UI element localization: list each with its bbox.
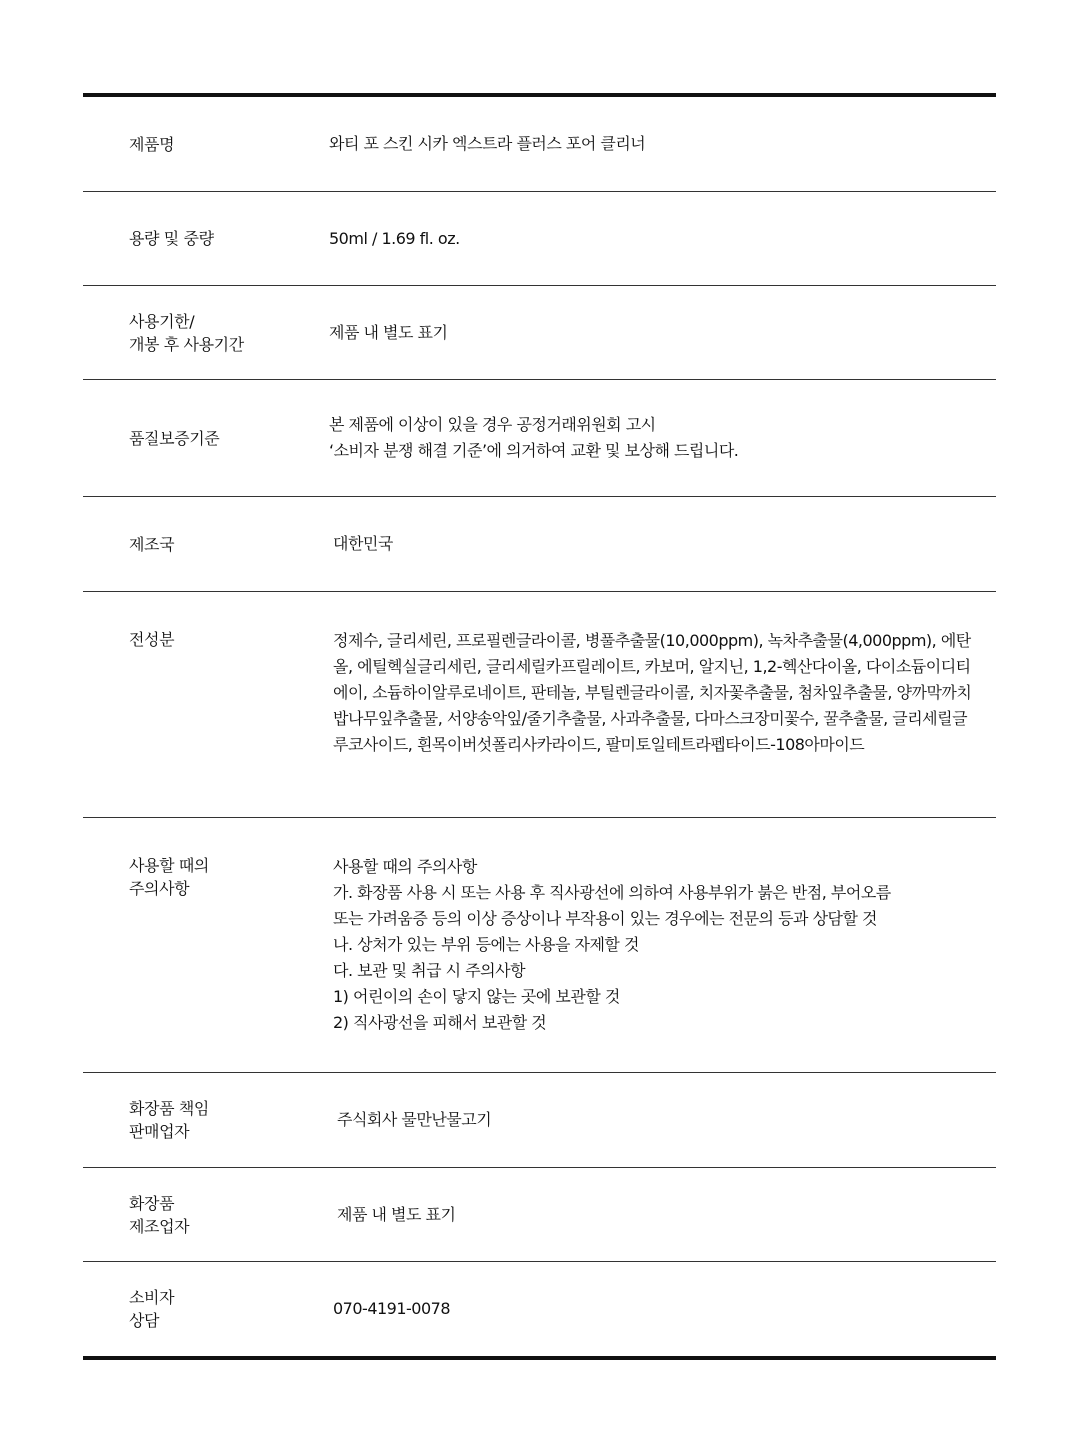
row-value-precautions: 사용할 때의 주의사항 가. 화장품 사용 시 또는 사용 후 직사광선에 의하여 사용부위가 붉은 반점, 부어오름 또는 가려움증 등의 이상 증상이나 부작용이 있는 경우에는 전문의 등과 상담할 것 나. 상처가 있는 부위 등에는 사용을 자제할 것 다. 보관 및 취급 시 주의사항 1) 어린이의 손이 닿지 않는 곳에 보관할 것 2) 직사광선을 피해서 보관할 것 xyxy=(333,857,891,1032)
row-value-responsible-seller: 주식회사 물만난물고기 xyxy=(337,1110,492,1129)
table-row xyxy=(83,818,996,1073)
row-label-precautions: 사용할 때의 주의사항 xyxy=(129,856,209,898)
row-value-country: 대한민국 xyxy=(333,534,393,553)
table-row xyxy=(83,592,996,818)
table-row xyxy=(83,380,996,497)
table-row xyxy=(83,97,996,192)
row-label-product-name: 제품명 xyxy=(129,134,175,154)
row-label-expiry: 사용기한/ 개봉 후 사용기간 xyxy=(129,311,244,354)
row-label-quality-guarantee: 품질보증기준 xyxy=(129,428,220,448)
row-label-consumer-contact: 소비자 상담 xyxy=(129,1288,175,1330)
row-value-consumer-contact: 070-4191-0078 xyxy=(333,1299,451,1318)
row-value-quality-guarantee: 본 제품에 이상이 있을 경우 공정거래위원회 고시 ‘소비자 분쟁 해결 기준’에 의거하여 교환 및 보상해 드립니다. xyxy=(329,415,739,460)
row-value-expiry: 제품 내 별도 표기 xyxy=(329,322,448,342)
product-info-table xyxy=(83,93,996,1360)
row-value-ingredients: 정제수, 글리세린, 프로필렌글라이콜, 병풀추출물(10,000ppm), 녹차추출물(4,000ppm), 에탄올, 에틸헥실글리세린, 글리세릴카프릴레이트, 카보머, 알지닌, 1,2-헥산다이올, 다이소듐이디티에이, 소듐하이알루로네이트, 판테놀, 부틸렌글라이콜, 치자꽃추출물, 첨차잎추출물, 양까막까치밥나무잎추출물, 서양송악잎/줄기추출물, 사과추출물, 다마스크장미꽃수, 꿀추출물, 글리세릴글루코사이드, 흰목이버섯폴리사카라이드, 팔미토일테트라펩타이드-108아마이드 xyxy=(333,631,972,754)
table-row xyxy=(83,286,996,380)
row-value-manufacturer: 제품 내 별도 표기 xyxy=(337,1204,456,1224)
row-label-country: 제조국 xyxy=(129,534,175,554)
row-label-ingredients: 전성분 xyxy=(129,630,175,649)
row-label-volume: 용량 및 중량 xyxy=(129,229,214,248)
table-row xyxy=(83,1168,996,1262)
table-row xyxy=(83,1073,996,1168)
row-label-responsible-seller: 화장품 책임 판매업자 xyxy=(129,1099,209,1141)
table-row xyxy=(83,192,996,286)
table-row xyxy=(83,1262,996,1356)
row-label-manufacturer: 화장품 제조업자 xyxy=(129,1193,190,1236)
table-row xyxy=(83,497,996,592)
row-value-volume: 50ml / 1.69 fl. oz. xyxy=(329,228,460,248)
row-value-product-name: 와티 포 스킨 시카 엑스트라 플러스 포어 클리너 xyxy=(329,134,646,153)
